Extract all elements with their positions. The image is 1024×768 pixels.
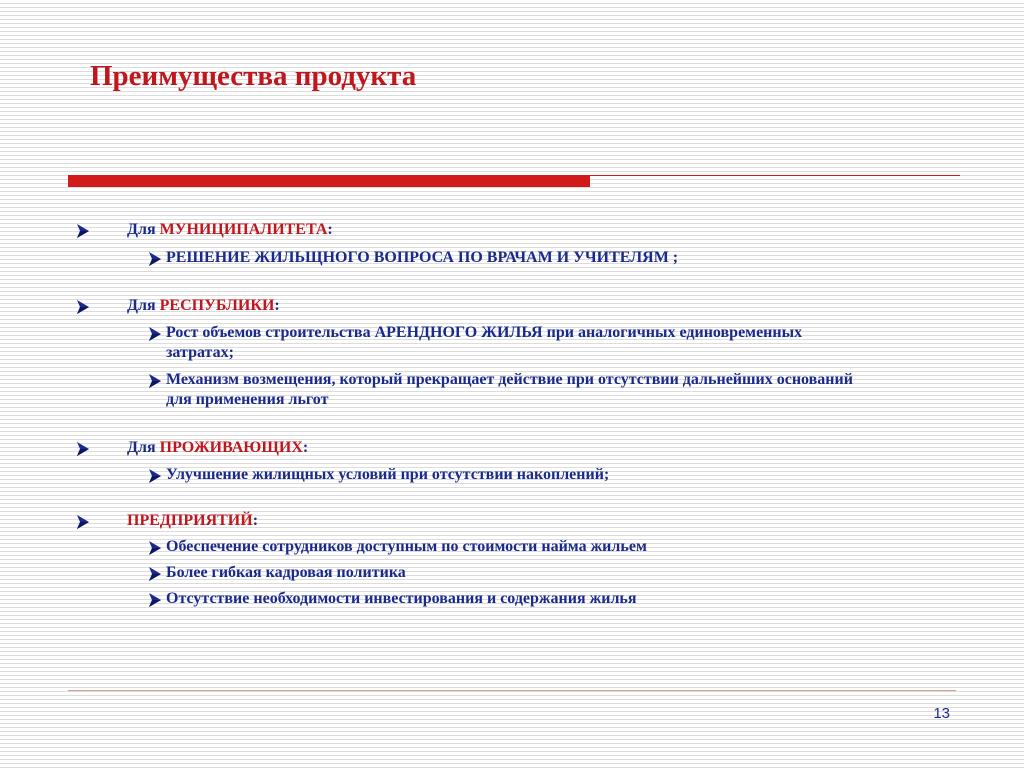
list-item xyxy=(148,465,868,485)
footer-divider xyxy=(68,690,956,691)
arrow-bullet-icon xyxy=(148,592,162,608)
arrow-bullet-icon xyxy=(148,326,162,342)
list-item xyxy=(148,323,868,363)
list-item-text: Рост объемов строительства АРЕНДНОГО ЖИЛЬЯ при аналогичных единовременных затратах; xyxy=(166,324,803,361)
section-name: МУНИЦИПАЛИТЕТА xyxy=(159,221,328,238)
list-item-text: Отсутствие необходимости инвестирования и содержания жилья xyxy=(166,590,637,607)
list-item xyxy=(148,537,868,557)
page-number: 13 xyxy=(933,705,950,722)
section-suffix: : xyxy=(327,221,333,238)
arrow-bullet-icon xyxy=(76,299,90,315)
section-suffix: : xyxy=(252,512,259,529)
list-item xyxy=(148,589,868,609)
arrow-bullet-icon xyxy=(148,566,162,582)
section-suffix: : xyxy=(302,439,309,456)
arrow-bullet-icon xyxy=(76,223,90,239)
section-suffix: : xyxy=(274,297,280,314)
arrow-bullet-icon xyxy=(148,251,162,267)
section-name: ПРЕДПРИЯТИЙ xyxy=(127,512,253,529)
list-item-text: Улучшение жилищных условий при отсутствии накоплений; xyxy=(166,466,610,483)
list-item-text: Обеспечение сотрудников доступным по стоимости найма жильем xyxy=(166,538,647,555)
section-name: ПРОЖИВАЮЩИХ xyxy=(159,439,303,456)
section-prefix: Для xyxy=(127,439,160,456)
arrow-bullet-icon xyxy=(76,441,90,457)
list-item xyxy=(148,370,868,410)
section-prefix: Для xyxy=(127,221,160,238)
arrow-bullet-icon xyxy=(148,373,162,389)
arrow-bullet-icon xyxy=(148,468,162,484)
arrow-bullet-icon xyxy=(148,540,162,556)
arrow-bullet-icon xyxy=(76,514,90,530)
list-item-text: Более гибкая кадровая политика xyxy=(166,564,406,581)
section-prefix: Для xyxy=(127,297,160,314)
section-name: РЕСПУБЛИКИ xyxy=(159,297,275,314)
list-item-text: РЕШЕНИЕ ЖИЛЬЩНОГО ВОПРОСА ПО ВРАЧАМ И УЧИТЕЛЯМ ; xyxy=(166,249,679,266)
list-item xyxy=(148,248,868,268)
list-item-text: Механизм возмещения, который прекращает действие при отсутствии дальнейших оснований для применения льгот xyxy=(166,371,853,408)
list-item xyxy=(148,563,868,583)
slide-title: Преимущества продукта xyxy=(90,60,417,92)
